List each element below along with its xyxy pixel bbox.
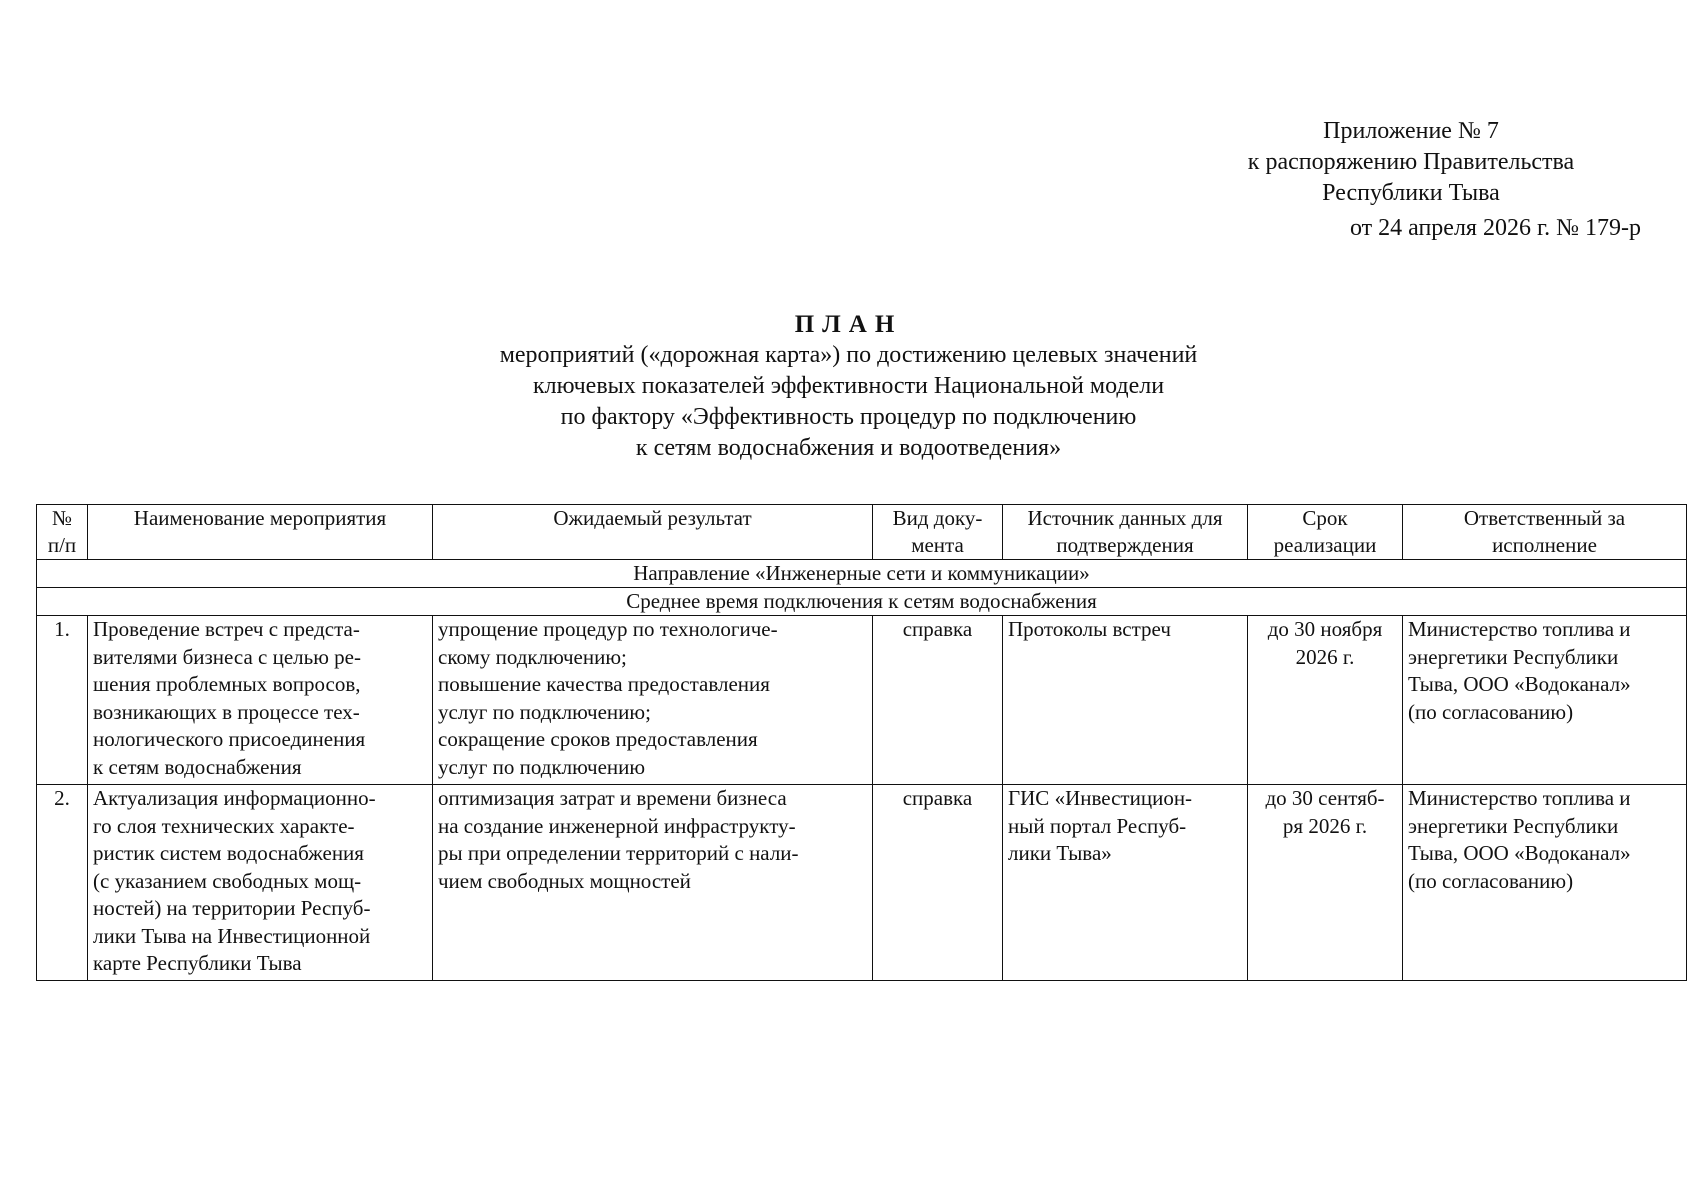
header-responsible: Ответственный за исполнение [1403, 505, 1687, 560]
plan-table [36, 504, 1687, 981]
header-doc: Вид доку- мента [873, 505, 1003, 560]
row-num: 1. [37, 616, 88, 785]
table-header-row [37, 505, 1687, 560]
title-line-4: к сетям водоснабжения и водоотведения» [635, 435, 1062, 461]
row-name: Проведение встреч с предста- вителями бизнеса с целью ре- шения проблемных вопросов, возникающих в процессе тех- нологического присоединения к сетям водоснабжения [88, 616, 433, 785]
row-num: 2. [37, 785, 88, 981]
appendix-number: Приложение № 7 [1323, 118, 1499, 144]
table-row [37, 616, 1687, 785]
row-term: до 30 ноября 2026 г. [1248, 616, 1403, 785]
appendix-order-ref: к распоряжению Правительства [1247, 149, 1575, 175]
row-source: ГИС «Инвестицион- ный портал Респуб- лики Тыва» [1003, 785, 1248, 981]
header-name: Наименование мероприятия [88, 505, 433, 560]
row-result: оптимизация затрат и времени бизнеса на создание инженерной инфраструкту- ры при определении территорий с нали- чием свободных мощностей [433, 785, 873, 981]
appendix-date: от 24 апреля 2026 г. № 179-р [1349, 215, 1641, 241]
row-doc: справка [873, 616, 1003, 785]
header-result: Ожидаемый результат [433, 505, 873, 560]
title-line-3: по фактору «Эффективность процедур по подключению [560, 404, 1137, 430]
appendix-block [1181, 116, 1641, 244]
header-term: Срок реализации [1248, 505, 1403, 560]
indicator-row [37, 588, 1687, 616]
appendix-region: Республики Тыва [1322, 180, 1500, 206]
row-responsible: Министерство топлива и энергетики Республики Тыва, ООО «Водоканал» (по согласованию) [1403, 616, 1687, 785]
direction-label: Направление «Инженерные сети и коммуникации» [37, 560, 1687, 588]
table-row [37, 785, 1687, 981]
row-source: Протоколы встреч [1003, 616, 1248, 785]
document-title [0, 309, 1697, 464]
plan-heading: ПЛАН [794, 311, 903, 338]
title-line-1: мероприятий («дорожная карта») по достижению целевых значений [499, 342, 1198, 368]
header-source: Источник данных для подтверждения [1003, 505, 1248, 560]
title-line-2: ключевых показателей эффективности Национальной модели [532, 373, 1165, 399]
row-doc: справка [873, 785, 1003, 981]
row-result: упрощение процедур по технологиче- скому подключению; повышение качества предоставления услуг по подключению; сокращение сроков предоставления услуг по подключению [433, 616, 873, 785]
row-term: до 30 сентяб- ря 2026 г. [1248, 785, 1403, 981]
header-num: № п/п [37, 505, 88, 560]
row-name: Актуализация информационно- го слоя технических характе- ристик систем водоснабжения (с указанием свободных мощ- ностей) на территории Респуб- лики Тыва на Инвестиционной карте Республики Тыва [88, 785, 433, 981]
indicator-label: Среднее время подключения к сетям водоснабжения [37, 588, 1687, 616]
row-responsible: Министерство топлива и энергетики Республики Тыва, ООО «Водоканал» (по согласованию) [1403, 785, 1687, 981]
direction-row [37, 560, 1687, 588]
